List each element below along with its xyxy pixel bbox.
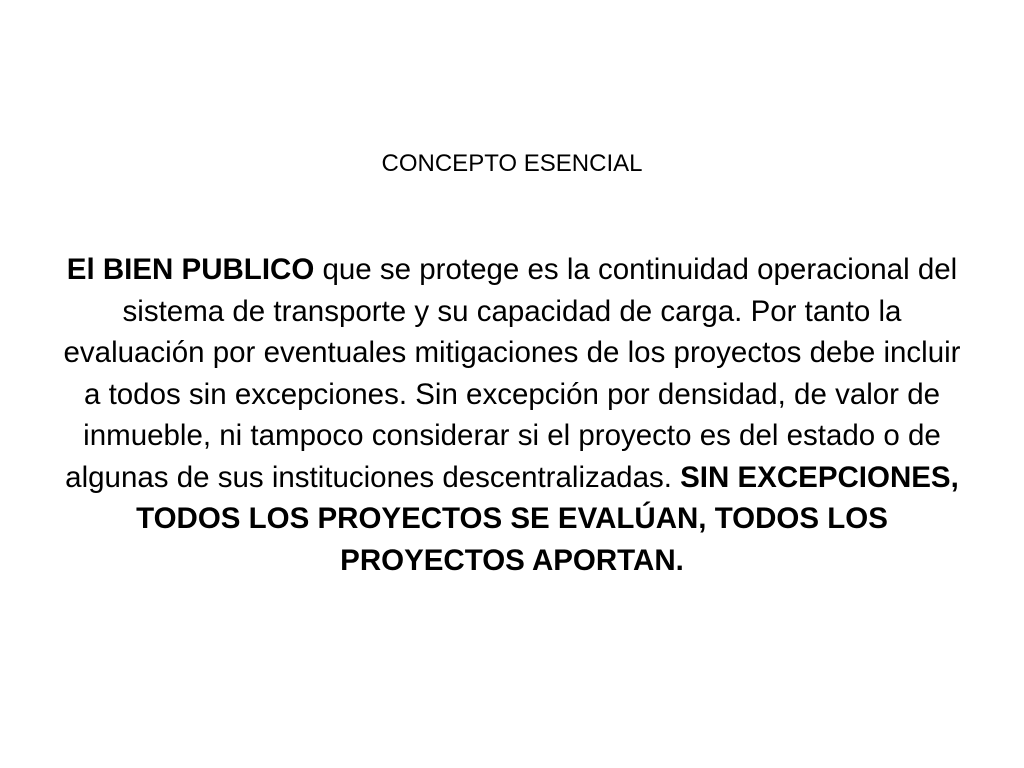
slide-title: CONCEPTO ESENCIAL (381, 150, 643, 177)
lead-bold-text: El BIEN PUBLICO (66, 253, 315, 286)
body-text: que se protege es la continuidad operacional del sistema de transporte y su capacidad de carga. Por tanto la evaluación por eventuales mitigaciones de los proyectos debe incluir a todos sin excepciones. Sin excepción por densidad, de valor de inmueble, ni tampoco considerar si el proyecto es del estado o de algunas de sus instituciones descentralizadas. (63, 253, 961, 494)
slide-body-paragraph (52, 249, 972, 581)
closing-bold-text: SIN EXCEPCIONES, TODOS LOS PROYECTOS SE EVALÚAN, TODOS LOS PROYECTOS APORTAN. (136, 460, 959, 577)
